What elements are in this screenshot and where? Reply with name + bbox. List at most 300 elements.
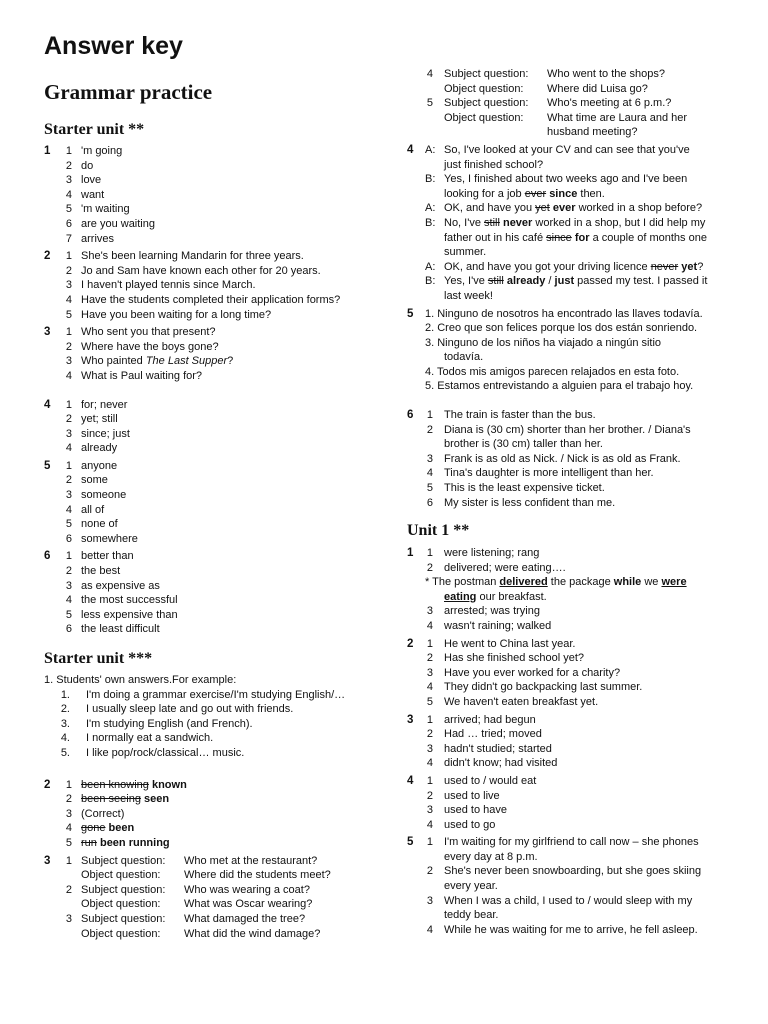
text-line: [407, 350, 747, 365]
correct-word: yet: [681, 260, 698, 273]
text-line: [44, 517, 384, 532]
text-span: B:: [425, 216, 436, 229]
text-line: [407, 67, 747, 82]
text-line: [407, 835, 747, 850]
answer: 5. Estamos entrevistando a alguien para el trabajo hoy.: [425, 380, 694, 393]
correct-word: been: [108, 822, 135, 835]
item-number: 3: [426, 452, 433, 465]
dialogue-line: last week!: [444, 289, 493, 302]
note: [444, 590, 547, 605]
question-label: Object question:: [444, 82, 524, 95]
item-number: 2: [426, 789, 433, 802]
exercise-number: 6: [44, 550, 51, 563]
item-number: 2: [65, 264, 72, 277]
answer: I'm studying English (and French).: [86, 717, 253, 730]
answer: anyone: [81, 459, 118, 472]
struck-word: still: [487, 275, 504, 288]
text-span: * The postman: [425, 576, 500, 589]
answer: [81, 821, 134, 836]
struck-word: since: [546, 231, 572, 244]
text-line: [44, 412, 384, 427]
text-line: [407, 274, 747, 289]
dialogue-line: [444, 260, 703, 275]
text-line: [44, 702, 384, 717]
item-number: 4: [65, 442, 72, 455]
text-line: [407, 727, 747, 742]
dialogue-line: [444, 216, 705, 231]
exercise-number: 5: [44, 459, 51, 472]
struck-word: still: [484, 216, 500, 229]
section-heading-grammar: Grammar practice: [44, 80, 213, 104]
item-number: 3: [65, 174, 72, 187]
item-number: 3: [65, 427, 72, 440]
text-span: worked in a shop before?: [575, 202, 703, 215]
answer: While he was waiting for me to arrive, he fell asleep.: [444, 923, 698, 936]
item-number: 1: [426, 774, 433, 787]
question-label: Subject question:: [81, 912, 166, 925]
item-number: 6: [65, 532, 72, 545]
answer: every year.: [444, 880, 498, 893]
correct-word: for: [574, 231, 590, 244]
answer: 'm going: [81, 145, 123, 157]
text-line: [44, 159, 384, 174]
item-number: 5: [65, 608, 72, 621]
answer: [81, 807, 124, 822]
answer: somewhere: [81, 532, 138, 545]
struck-word: been seeing: [81, 793, 141, 806]
item-number: 5: [426, 97, 433, 110]
text-line: [407, 111, 747, 126]
item-number: 1: [426, 836, 433, 849]
text-line: [407, 96, 747, 111]
answer: [81, 778, 187, 793]
text-span: a couple of months one: [589, 231, 707, 244]
exercise-number: 3: [44, 854, 51, 867]
answer: wasn't raining; walked: [444, 619, 552, 632]
item-number: 3: [65, 355, 72, 368]
answer: Who went to the shops?: [547, 68, 666, 80]
exercise-number: 5: [407, 307, 414, 320]
answer: I usually sleep late and go out with friends.: [86, 703, 294, 716]
text-line: [44, 188, 384, 203]
answer: What did the wind damage?: [184, 927, 321, 940]
correct-word: already: [506, 275, 546, 288]
text-line: [44, 731, 384, 746]
text-span: /: [545, 275, 555, 288]
text-line: [44, 608, 384, 623]
answer: used to have: [444, 804, 507, 817]
text-line: [407, 651, 747, 666]
item-number: 2: [65, 413, 72, 426]
answer: [81, 792, 169, 807]
text-span: (Correct): [81, 807, 125, 820]
starter3-block: [44, 673, 384, 941]
answer: I'm waiting for my girlfriend to call now – she phones: [444, 836, 699, 849]
item-number: 4: [426, 681, 433, 694]
exercise-number: 2: [44, 778, 51, 791]
answer: 2. Creo que son felices porque los dos están sonriendo.: [425, 322, 698, 335]
item-number: 3: [426, 742, 433, 755]
text-span: A:: [425, 202, 436, 215]
text-span: OK, and have you: [444, 202, 536, 215]
item-number: 1: [426, 713, 433, 726]
correct-word: eating: [444, 590, 477, 603]
text-line: [44, 398, 384, 413]
answer: none of: [81, 518, 118, 531]
text-line: [44, 836, 384, 851]
text-line: [407, 481, 747, 496]
exercise-number: 2: [407, 637, 414, 650]
answer: Who's meeting at 6 p.m.?: [547, 97, 672, 110]
text-span: B:: [425, 275, 436, 288]
item-number: 2: [65, 793, 72, 806]
text-line: [44, 232, 384, 247]
answer: I'm doing a grammar exercise/I'm studying English/…: [86, 688, 346, 701]
answer: Who sent you that present?: [81, 326, 216, 339]
answer: teddy bear.: [444, 909, 499, 922]
text-line: [407, 365, 747, 380]
item-number: 4: [65, 822, 72, 835]
answer: I haven't played tennis since March.: [81, 279, 256, 292]
text-line: [44, 369, 384, 384]
answer: used to live: [444, 789, 500, 802]
answer: arrives: [81, 232, 115, 245]
text-line: [407, 379, 747, 394]
dialogue-line: [444, 274, 707, 289]
text-line: [44, 778, 384, 793]
text-line: [44, 927, 384, 942]
answer: for; never: [81, 398, 128, 411]
answer: She's been learning Mandarin for three years.: [81, 250, 304, 263]
text-line: [44, 354, 384, 369]
item-number: 2.: [60, 703, 70, 716]
answer: Have you been waiting for a long time?: [81, 308, 272, 321]
item-number: 2: [426, 728, 433, 741]
item-number: 5: [426, 482, 433, 495]
struck-word: gone: [81, 822, 106, 835]
item-number: 5: [65, 308, 72, 321]
answer: hadn't studied; started: [444, 742, 552, 755]
item-number: 2: [426, 423, 433, 436]
struck-word: yet: [535, 202, 550, 215]
answer: are you waiting: [81, 217, 155, 230]
exercise-number: 1: [44, 145, 51, 157]
answer: I like pop/rock/classical… music.: [86, 746, 245, 759]
text-span: ?: [697, 260, 704, 273]
text-line: [407, 201, 747, 216]
italic-title: The Last Supper: [145, 355, 228, 368]
item-number: 2: [65, 565, 72, 578]
text-line: [407, 561, 747, 576]
text-span: OK, and have you got your driving licence: [444, 260, 651, 273]
item-number: 1: [65, 550, 72, 563]
text-line: [44, 325, 384, 340]
exercise-number: 4: [407, 774, 414, 787]
item-number: 3: [65, 489, 72, 502]
answer: used to go: [444, 818, 496, 831]
answer: the least difficult: [81, 623, 160, 636]
item-number: 4: [426, 818, 433, 831]
dialogue-line: just finished school?: [444, 158, 544, 171]
text-line: [407, 143, 747, 158]
text-line: [44, 883, 384, 898]
text-line: [44, 173, 384, 188]
answer: They didn't go backpacking last summer.: [444, 681, 643, 694]
answer: 1. Ninguno de nosotros ha encontrado las llaves todavía.: [425, 307, 703, 320]
text-line: [44, 308, 384, 323]
question-label: Subject question:: [444, 97, 529, 110]
item-number: 1: [426, 547, 433, 559]
answer: arrived; had begun: [444, 713, 536, 726]
text-line: [407, 408, 747, 423]
text-line: [407, 604, 747, 619]
text-line: [407, 187, 747, 202]
text-line: [44, 340, 384, 355]
answer: Have the students completed their application forms?: [81, 293, 341, 306]
heading-unit-1: Unit 1 **: [407, 522, 470, 539]
question-label: Subject question:: [81, 854, 166, 867]
answer: What damaged the tree?: [184, 912, 306, 925]
text-line: [44, 503, 384, 518]
text-line: [44, 673, 384, 688]
text-line: [407, 756, 747, 771]
answer: [81, 836, 170, 851]
text-line: [44, 821, 384, 836]
correct-word: while: [613, 576, 642, 589]
text-line: [407, 452, 747, 467]
text-line: [44, 564, 384, 579]
text-line: [407, 803, 747, 818]
text-line: [407, 774, 747, 789]
text-line: [407, 742, 747, 757]
answer: some: [81, 474, 108, 487]
exercise-number: 4: [44, 398, 51, 411]
item-number: 2: [65, 159, 72, 172]
answer: brother is (30 cm) taller than her.: [444, 438, 603, 451]
text-line: [407, 695, 747, 710]
struck-word: been knowing: [81, 778, 149, 791]
item-number: 4: [65, 503, 72, 516]
exercise-number: 3: [407, 713, 414, 726]
text-line: [44, 441, 384, 456]
item-number: 6: [65, 217, 72, 230]
correct-word: never: [502, 216, 533, 229]
text-line: [407, 245, 747, 260]
dialogue-line: Yes, I finished about two weeks ago and I've been: [444, 173, 688, 186]
item-number: 2: [426, 865, 433, 878]
answer: the best: [81, 565, 121, 578]
item-number: 1: [65, 398, 72, 411]
item-number: 3: [65, 912, 72, 925]
item-number: 4: [65, 293, 72, 306]
answer: todavía.: [444, 351, 484, 364]
right-column-top: [407, 67, 747, 510]
item-number: 4: [426, 619, 433, 632]
answer: My sister is less confident than me.: [444, 496, 616, 509]
text-line: [44, 278, 384, 293]
correct-word: since: [549, 187, 578, 200]
text-line: [407, 321, 747, 336]
correct-word: were: [661, 576, 687, 589]
text-line: [44, 717, 384, 732]
text-line: [44, 622, 384, 637]
text-line: [44, 249, 384, 264]
exercise-number: 1: [407, 547, 414, 559]
exercise-number: 5: [407, 836, 414, 849]
text-line: [407, 879, 747, 894]
question-label: Object question:: [81, 898, 161, 911]
answer: arrested; was trying: [444, 605, 540, 618]
item-number: 5.: [60, 746, 70, 759]
item-number: 3: [65, 579, 72, 592]
item-number: 4: [426, 68, 433, 80]
dialogue-line: summer.: [444, 246, 487, 259]
text-line: [44, 488, 384, 503]
text-span: passed my test. I passed it: [574, 275, 708, 288]
struck-word: ever: [524, 187, 547, 200]
answer: When I was a child, I used to / would sleep with my: [444, 894, 693, 907]
question-label: Object question:: [81, 927, 161, 940]
text-line: [407, 231, 747, 246]
dialogue-line: [444, 187, 605, 202]
answer: the most successful: [81, 594, 178, 607]
text-line: [44, 746, 384, 761]
item-number: 3: [426, 894, 433, 907]
item-number: 5: [65, 203, 72, 216]
item-number: 5: [65, 518, 72, 531]
answer: 3. Ninguno de los niños ha viajado a ningún sitio: [425, 336, 662, 349]
text-line: [44, 912, 384, 927]
text-span: B:: [425, 173, 436, 186]
answer: Who met at the restaurant?: [184, 854, 318, 867]
heading-starter-unit-2: Starter unit **: [44, 121, 145, 138]
text-line: [407, 619, 747, 634]
text-line: [407, 125, 747, 140]
unit1-block: [407, 546, 747, 937]
answer: were listening; rang: [444, 547, 540, 559]
text-line: [407, 666, 747, 681]
item-number: 4: [65, 188, 72, 201]
answer: The train is faster than the bus.: [444, 409, 596, 422]
text-line: [44, 217, 384, 232]
exercise-number: 6: [407, 409, 414, 422]
answer: husband meeting?: [547, 126, 638, 139]
text-line: [407, 423, 747, 438]
struck-word: run: [81, 836, 97, 849]
item-number: 4: [426, 757, 433, 770]
text-line: [44, 532, 384, 547]
question-label: Object question:: [81, 869, 161, 882]
text-line: [44, 473, 384, 488]
text-line: [44, 792, 384, 807]
text-line: [44, 144, 384, 159]
text-line: [407, 216, 747, 231]
answer: Who was wearing a coat?: [184, 883, 310, 896]
text-line: [407, 637, 747, 652]
answer: as expensive as: [81, 579, 160, 592]
item-number: 1: [426, 637, 433, 650]
answer: used to / would eat: [444, 774, 537, 787]
item-number: 2: [65, 474, 72, 487]
item-number: 3: [426, 666, 433, 679]
text-line: [407, 923, 747, 938]
text-line: [407, 575, 747, 590]
text-span: ?: [227, 355, 234, 368]
text-span: looking for a job: [444, 187, 525, 200]
text-line: [407, 289, 747, 304]
item-number: 1: [65, 145, 72, 157]
dialogue-line: [444, 231, 707, 246]
item-number: 3: [65, 807, 72, 820]
item-number: 1: [65, 459, 72, 472]
text-line: [44, 897, 384, 912]
text-line: [44, 868, 384, 883]
answer: What was Oscar wearing?: [184, 898, 313, 911]
item-number: 1: [65, 778, 72, 791]
text-line: [44, 593, 384, 608]
exercise-number: 4: [407, 143, 414, 156]
text-line: [407, 496, 747, 511]
text-line: [407, 908, 747, 923]
text-line: [407, 864, 747, 879]
item-number: 1: [65, 250, 72, 263]
note: [425, 575, 687, 590]
item-number: 4: [65, 369, 72, 382]
answer: Diana is (30 cm) shorter than her brother. / Diana's: [444, 423, 691, 436]
answer: yet; still: [81, 413, 118, 426]
item-number: 3.: [60, 717, 70, 730]
item-number: 2: [426, 561, 433, 574]
correct-word: ever: [552, 202, 576, 215]
text-line: [407, 680, 747, 695]
item-number: 5: [65, 836, 72, 849]
answer: didn't know; had visited: [444, 757, 558, 770]
correct-word: just: [554, 275, 575, 288]
answer: What time are Laura and her: [547, 111, 688, 124]
item-number: 4: [426, 923, 433, 936]
answer: already: [81, 442, 118, 455]
text-line: [407, 590, 747, 605]
answer: Have you ever worked for a charity?: [444, 666, 621, 679]
answer: Tina's daughter is more intelligent than her.: [444, 467, 654, 480]
text-line: [44, 264, 384, 279]
answer: better than: [81, 550, 134, 563]
item-number: 1: [65, 326, 72, 339]
text-span: No, I've: [444, 216, 485, 229]
answer: Where did Luisa go?: [547, 82, 648, 95]
exercise-number: 2: [44, 250, 51, 263]
text-line: [44, 807, 384, 822]
text-span: worked in a shop, but I did help my: [532, 216, 706, 229]
text-span: Yes, I've: [444, 275, 488, 288]
item-number: 6: [426, 496, 433, 509]
starter2-block: [44, 144, 384, 637]
question-label: Subject question:: [81, 883, 166, 896]
answer: He went to China last year.: [444, 637, 576, 650]
text-line: [44, 427, 384, 442]
answer: This is the least expensive ticket.: [444, 482, 605, 495]
item-number: 4.: [60, 732, 70, 745]
answer: We haven't eaten breakfast yet.: [444, 695, 599, 708]
answer: Where did the students meet?: [184, 869, 331, 882]
text-line: [407, 172, 747, 187]
item-number: 2: [426, 652, 433, 665]
item-number: 7: [65, 232, 72, 245]
answer: 'm waiting: [81, 203, 130, 216]
text-line: [407, 466, 747, 481]
answer: Has she finished school yet?: [444, 652, 585, 665]
question-label: Subject question:: [444, 68, 529, 80]
